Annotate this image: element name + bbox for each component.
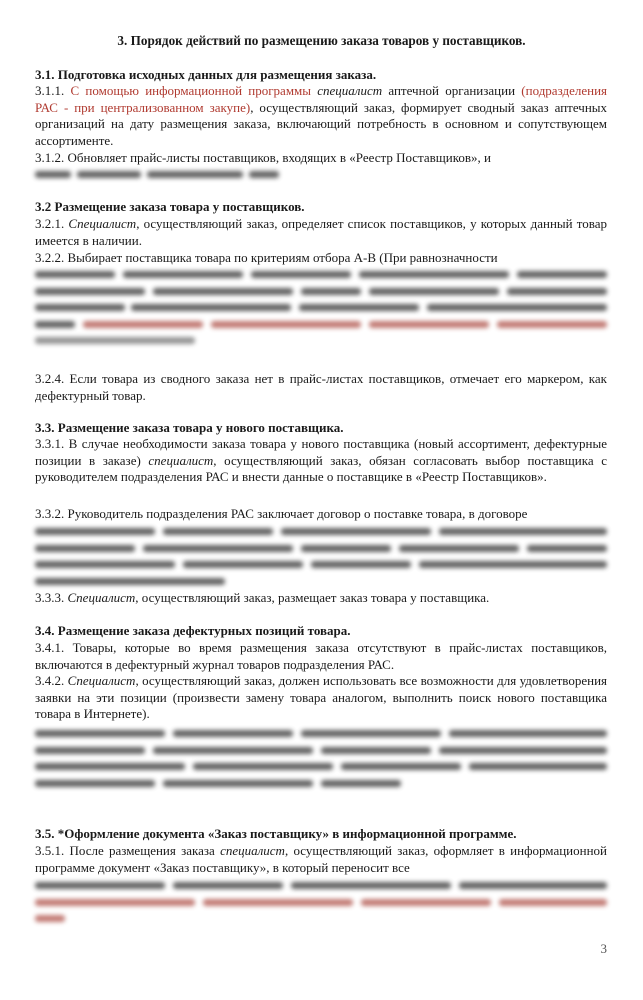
p351-text-a: 3.5.1. После размещения заказа (35, 843, 215, 858)
p311-text-2: , осуществляющий заказ, формирует сводный заказ аптечных организаций на дату размещения заказа, включающий потребность в основном и сопутствующем ассортименте. (35, 99, 608, 148)
p331-text-a: 3.3.1. В случае необходимости заказа товара у нового поставщика (новый ассортимент, дефектурные позиции в заказе) (35, 436, 607, 468)
paragraph-3-3-1 (35, 436, 607, 486)
section-3-4-heading: 3.4. Размещение заказа дефектурных позиций товара. (35, 623, 351, 638)
paragraph-3-4-2 (35, 673, 607, 723)
redacted-block-3-3-2 (35, 523, 607, 589)
p342-text: , осуществляющий заказ, должен использовать все возможности для удовлетворения заявки на эти позиции (произвести замену товара аналогом, выполнить поиск нового поставщика товара в Интернете). (35, 673, 608, 722)
p321-number: 3.2.1. (35, 216, 65, 231)
p351-specialist: специалист (220, 843, 285, 858)
p311-red-text-1: С помощью информационной программы (70, 83, 312, 98)
p331-text-b: , осуществляющий заказ, обязан согласовать выбор поставщика с руководителем подразделения РАС и внести данные о поставщике в «Реестр Поставщиков». (35, 452, 607, 485)
paragraph-3-1-2: 3.1.2. Обновляет прайс-листы поставщиков, входящих в «Реестр Поставщиков», и (35, 150, 492, 165)
redacted-block-3-4 (35, 725, 607, 791)
p321-specialist: Специалист (68, 216, 137, 231)
p331-specialist: специалист (148, 452, 214, 468)
paragraph-3-5-1 (35, 843, 607, 876)
paragraph-3-3-2: 3.3.2. Руководитель подразделения РАС заключает договор о поставке товара, в договоре (35, 506, 528, 521)
redacted-block-3-5 (35, 877, 607, 927)
redacted-block-3-1-2 (35, 166, 607, 178)
page-number: 3 (600, 941, 607, 956)
paragraph-3-2-4: 3.2.4. Если товара из сводного заказа нет в прайс-листах поставщиков, отмечает его маркером, как дефектурный товар. (35, 371, 607, 403)
paragraph-3-2-2: 3.2.2. Выбирает поставщика товара по критериям отбора А-В (При равнозначности (35, 250, 498, 265)
section-3-3-heading: 3.3. Размещение заказа товара у нового поставщика. (35, 420, 344, 435)
p311-number: 3.1.1. (35, 83, 65, 98)
p342-number: 3.4.2. (35, 673, 65, 688)
section-3-1-heading: 3.1. Подготовка исходных данных для размещения заказа. (35, 67, 377, 82)
section-3-2-heading: 3.2 Размещение заказа товара у поставщиков. (35, 199, 305, 214)
p311-text-1: аптечной организации (388, 83, 516, 98)
paragraph-3-4-1: 3.4.1. Товары, которые во время размещения заказа отсутствуют в прайс-листах поставщиков, включаются в дефектурный журнал товаров подразделения РАС. (35, 640, 607, 672)
p311-red-text-2: (подразделения РАС - при централизованном закупе) (35, 83, 608, 115)
p333-number: 3.3.3. (35, 590, 65, 605)
p311-specialist: специалист (317, 83, 383, 98)
paragraph-3-2-1 (35, 216, 607, 249)
document-title: 3. Порядок действий по размещению заказа товаров у поставщиков. (117, 33, 526, 48)
p333-text: , осуществляющий заказ, размещает заказ товара у поставщика. (135, 590, 490, 605)
p321-text: , осуществляющий заказ, определяет список поставщиков, у которых данный товар имеется в наличии. (35, 216, 608, 248)
paragraph-3-1-1 (35, 83, 607, 149)
p342-specialist: Специалист (67, 673, 136, 688)
p351-text-b: , осуществляющий заказ, оформляет в информационной программе документ «Заказ поставщику», в который переносит все (35, 843, 607, 875)
section-3-5-heading: 3.5. *Оформление документа «Заказ поставщику» в информационной программе. (35, 826, 517, 841)
redacted-block-3-2 (35, 266, 607, 349)
paragraph-3-3-3 (35, 590, 607, 607)
p333-specialist: Специалист (67, 590, 136, 605)
